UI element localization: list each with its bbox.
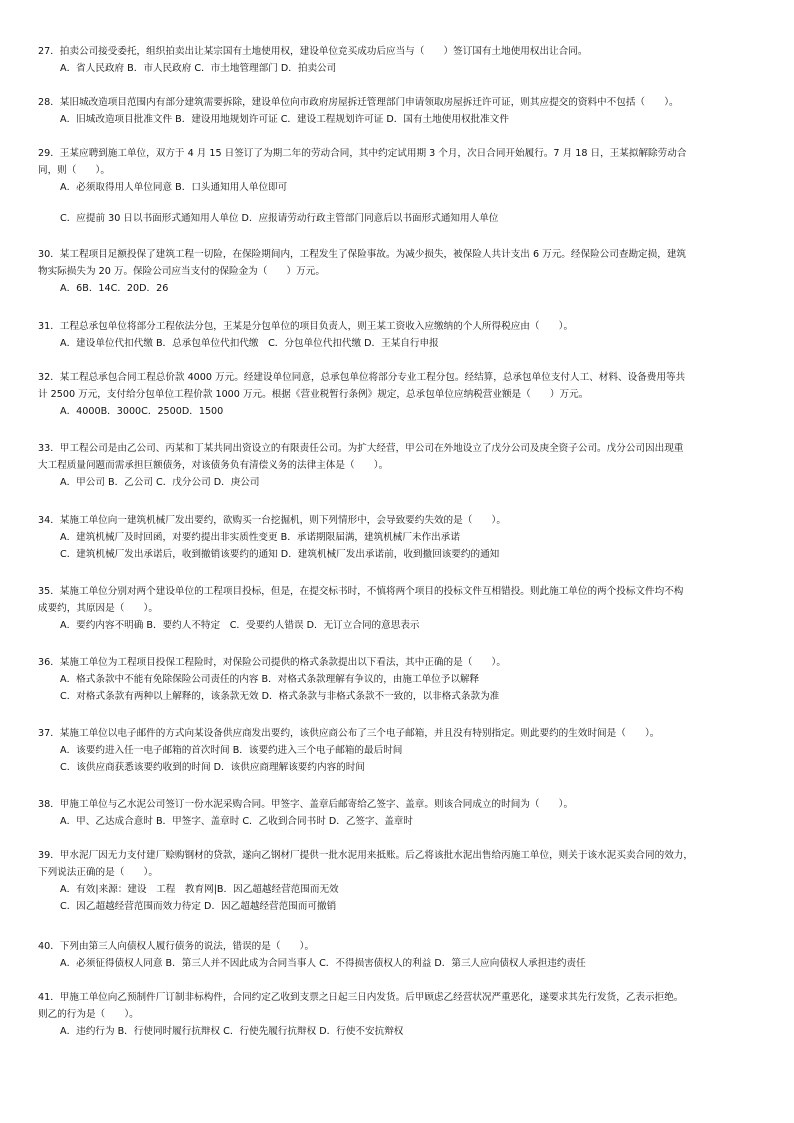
question-options: A．格式条款中不能有免除保险公司责任的内容 B．对格式条款理解有争议的，由施工单位予以解释	[60, 674, 480, 685]
question-options: A．必须取得用人单位同意 B．口头通知用人单位即可	[60, 182, 288, 193]
question-options: C．建筑机械厂发出承诺后，收到撤销该要约的通知 D．建筑机械厂发出承诺前，收到撤回该要约的通知	[60, 549, 500, 560]
question-stem: 27．拍卖公司接受委托，组织拍卖出让某宗国有土地使用权，建设单位竞买成功后应当与（ ）签订国有土地使用权出让合同。	[38, 46, 588, 57]
question-33	[38, 440, 760, 491]
question-stem-continued: 成要约，其原因是（ ）。	[38, 603, 158, 614]
question-stem-continued: 物实际损失为 20 万。保险公司应当支付的保险金为（ ）万元。	[38, 266, 325, 277]
question-28	[38, 94, 760, 128]
question-options: A．建筑机械厂及时回函，对要约提出非实质性变更 B．承诺期限届满，建筑机械厂未作出承诺	[60, 532, 460, 543]
question-30	[38, 246, 760, 297]
question-stem: 28．某旧城改造项目范围内有部分建筑需要拆除，建设单位向市政府房屋拆迁管理部门申请领取房屋拆迁许可证，则其应提交的资料中不包括（ ）。	[38, 97, 679, 108]
question-39	[38, 847, 760, 915]
question-options: A．6B．14C．20D．26	[60, 283, 169, 294]
question-stem-continued: 大工程质量问题而需承担巨额债务，对该债务负有清偿义务的法律主体是（ ）。	[38, 460, 389, 471]
question-stem: 38．甲施工单位与乙水泥公司签订一份水泥采购合同。甲签字、盖章后邮寄给乙签字、盖章。则该合同成立的时间为（ ）。	[38, 799, 574, 810]
question-34	[38, 512, 760, 563]
question-stem: 39．甲水泥厂因无力支付建厂赊购钢材的贷款，遂向乙钢材厂提供一批水泥用来抵账。后乙将该批水泥出售给丙施工单位，则关于该水泥买卖合同的效力，	[38, 850, 693, 861]
question-27	[38, 43, 760, 77]
question-options: C．该供应商获悉该要约收到的时间 D．该供应商理解该要约内容的时间	[60, 762, 365, 773]
question-32	[38, 369, 760, 420]
question-stem: 29．王某应聘到施工单位，双方于 4 月 15 日签订了为期二年的劳动合同，其中约定试用期 3 个月，次日合同开始履行。7 月 18 日，王某拟解除劳动合	[38, 148, 687, 159]
question-stem-continued: 下列说法正确的是（ ）。	[38, 867, 158, 878]
question-options: A．违约行为 B．行使同时履行抗辩权 C．行使先履行抗辩权 D．行使不安抗辩权	[60, 1026, 404, 1037]
question-stem-continued: 计 2500 万元，支付给分包单位工程价款 1000 万元。根据《营业税暂行条例》规定，总承包单位应纳税营业额是（ ）万元。	[38, 389, 589, 400]
question-options: A．4000B．3000C．2500D．1500	[60, 406, 224, 417]
question-38	[38, 796, 760, 830]
question-options: A．有效|来源：建设 工程 教育网|B．因乙超越经营范围而无效	[60, 884, 339, 895]
question-stem: 34．某施工单位向一建筑机械厂发出要约，欲购买一台挖掘机，则下列情形中，会导致要约失效的是（ ）。	[38, 515, 506, 526]
question-options: A．该要约进入任一电子邮箱的首次时间 B．该要约进入三个电子邮箱的最后时间	[60, 745, 403, 756]
question-40	[38, 938, 760, 972]
question-36	[38, 654, 760, 705]
question-35	[38, 583, 760, 634]
question-stem-continued: 同，则（ ）。	[38, 165, 110, 176]
question-37	[38, 725, 760, 776]
question-31	[38, 318, 760, 352]
question-options: A．甲、乙达成合意时 B．甲签字、盖章时 C．乙收到合同书时 D．乙签字、盖章时	[60, 816, 413, 827]
question-options: C．应提前 30 日以书面形式通知用人单位 D．应报请劳动行政主管部门同意后以书面形式通知用人单位	[60, 213, 499, 224]
question-41	[38, 989, 760, 1040]
question-stem: 31．工程总承包单位将部分工程依法分包，王某是分包单位的项目负责人，则王某工资收入应缴纳的个人所得税应由（ ）。	[38, 321, 574, 332]
question-options: A．必须征得债权人同意 B．第三人并不因此成为合同当事人 C．不得损害债权人的利益 D．第三人应向债权人承担违约责任	[60, 958, 586, 969]
question-stem: 32．某工程总承包合同工程总价款 4000 万元。经建设单位同意，总承包单位将部分专业工程分包。经结算，总承包单位支付人工、材料、设备费用等共	[38, 372, 686, 383]
question-stem: 40．下列由第三人向债权人履行债务的说法，错误的是（ ）。	[38, 941, 315, 952]
question-stem: 36．某施工单位为工程项目投保工程险时，对保险公司提供的格式条款提出以下看法，其中正确的是（ ）。	[38, 657, 506, 668]
question-options: A．省人民政府 B．市人民政府 C．市土地管理部门 D．拍卖公司	[60, 63, 337, 74]
question-29	[38, 145, 760, 227]
question-options: A．要约内容不明确 B．要约人不特定 C．受要约人错误 D．无订立合同的意思表示	[60, 620, 420, 631]
question-options: C．因乙超越经营范围而效力待定 D．因乙超越经营范围而可撤销	[60, 901, 337, 912]
question-stem: 30．某工程项目足额投保了建筑工程一切险，在保险期间内，工程发生了保险事故。为减少损失，被保险人共计支出 6 万元。经保险公司查勘定损，建筑	[38, 249, 687, 260]
question-stem-continued: 则乙的行为是（ ）。	[38, 1009, 139, 1020]
question-options: A．建设单位代扣代缴 B．总承包单位代扣代缴 C．分包单位代扣代缴 D．王某自行申报	[60, 338, 439, 349]
question-options: A．旧城改造项目批准文件 B．建设用地规划许可证 C．建设工程规划许可证 D．国有土地使用权批准文件	[60, 114, 509, 125]
question-stem: 41．甲施工单位向乙预制件厂订制非标构件，合同约定乙收到支票之日起三日内发货。后甲顾虑乙经营状况严重恶化，遂要求其先行发货，乙表示拒绝。	[38, 992, 684, 1003]
question-stem: 35．某施工单位分别对两个建设单位的工程项目投标，但是，在提交标书时，不慎将两个项目的投标文件互相错投。则此施工单位的两个投标文件均不构	[38, 586, 684, 597]
question-stem: 37．某施工单位以电子邮件的方式向某设备供应商发出要约，该供应商公布了三个电子邮箱，并且没有特别指定。则此要约的生效时间是（ ）。	[38, 728, 660, 739]
question-stem: 33．甲工程公司是由乙公司、丙某和丁某共同出资设立的有限责任公司。为扩大经营，甲公司在外地设立了戊分公司及庚全资子公司。戊分公司因出现重	[38, 443, 684, 454]
question-options: A．甲公司 B．乙公司 C．戊分公司 D．庚公司	[60, 477, 260, 488]
question-options: C．对格式条款有两种以上解释的，该条款无效 D．格式条款与非格式条款不一致的，以非格式条款为准	[60, 691, 500, 702]
